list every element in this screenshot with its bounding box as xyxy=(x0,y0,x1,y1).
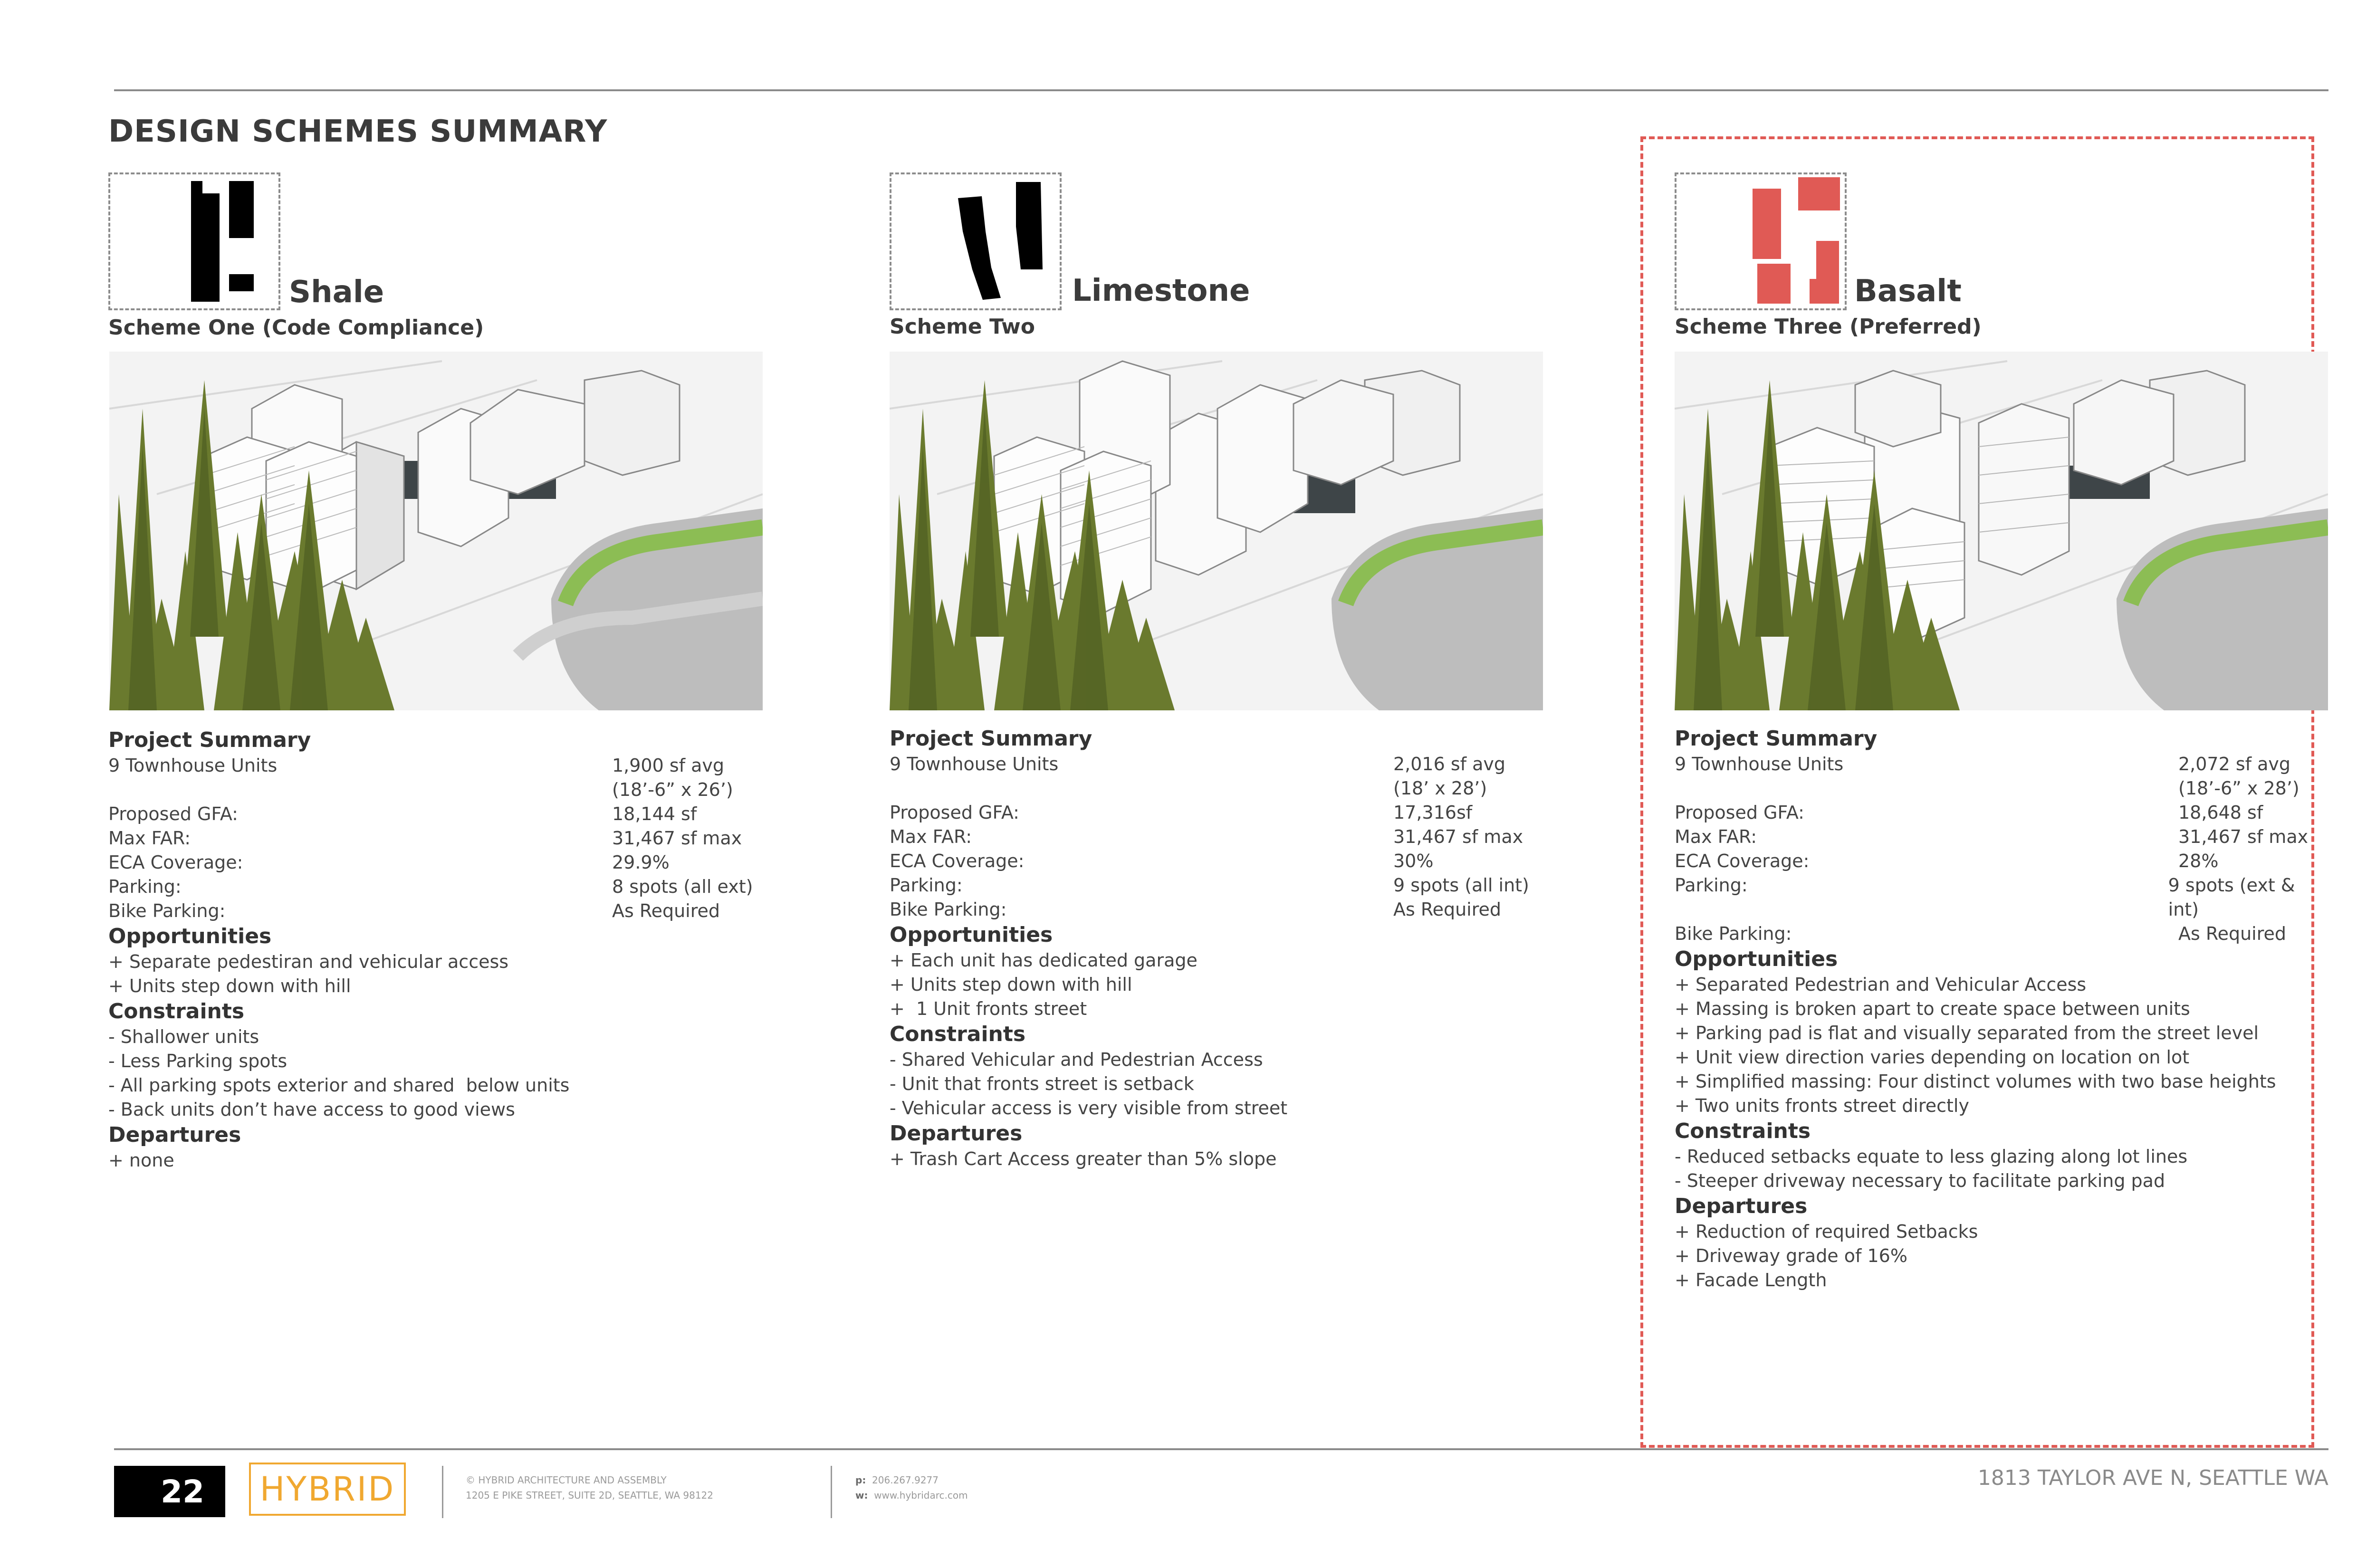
summary-row xyxy=(1675,776,2328,801)
summary-label: Max FAR: xyxy=(1675,826,1757,847)
summary-value: 29.9% xyxy=(612,852,670,873)
departures-heading: Departures xyxy=(890,1121,1023,1146)
summary-label: Parking: xyxy=(890,875,963,896)
constraint-item: - Steeper driveway necessary to facilitate parking pad xyxy=(1675,1170,2165,1191)
summary-value: 2,016 sf avg xyxy=(1393,754,1506,774)
constraint-item: - Reduced setbacks equate to less glazing along lot lines xyxy=(1675,1146,2188,1167)
footer-copyright: © HYBRID ARCHITECTURE AND ASSEMBLY xyxy=(466,1474,667,1486)
summary-row xyxy=(890,801,1543,825)
summary-value: 9 spots (all int) xyxy=(1393,875,1529,896)
summary-row xyxy=(108,875,762,899)
summary-value: 28% xyxy=(2178,851,2219,871)
summary-row xyxy=(1675,922,2328,946)
summary-value: (18’ x 28’) xyxy=(1393,778,1487,799)
scheme-details xyxy=(1675,726,2328,1292)
constraint-item: - Less Parking spots xyxy=(108,1051,287,1071)
footer-office-address: 1205 E PIKE STREET, SUITE 2D, SEATTLE, WA 98122 xyxy=(466,1490,713,1501)
opportunity-item: + Massing is broken apart to create space between units xyxy=(1675,998,2190,1019)
constraint-item: - Unit that fronts street is setback xyxy=(890,1073,1194,1094)
summary-row xyxy=(1675,825,2328,849)
project-summary-heading: Project Summary xyxy=(108,728,311,752)
summary-label: ECA Coverage: xyxy=(108,852,243,873)
scheme-subtitle: Scheme One (Code Compliance) xyxy=(108,316,484,340)
constraint-item: - Back units don’t have access to good views xyxy=(108,1099,515,1120)
summary-value: 30% xyxy=(1393,851,1434,871)
summary-label xyxy=(1675,776,2178,801)
massing-diagram-basalt-icon xyxy=(1677,174,1845,308)
summary-row xyxy=(1675,752,2328,776)
scheme-name: Shale xyxy=(289,275,384,310)
summary-row xyxy=(108,754,762,778)
massing-box xyxy=(108,172,280,310)
constraints-heading: Constraints xyxy=(108,999,245,1023)
summary-value: 9 spots (ext & int) xyxy=(2168,875,2295,920)
summary-row xyxy=(1675,849,2328,873)
summary-label: 9 Townhouse Units xyxy=(108,755,278,776)
hybrid-logo: HYBRID xyxy=(249,1463,406,1516)
summary-label: Bike Parking: xyxy=(1675,923,1792,944)
footer-phone-label: p: xyxy=(855,1474,866,1486)
scheme-details xyxy=(108,727,762,1173)
constraint-item: - Shared Vehicular and Pedestrian Access xyxy=(890,1049,1263,1070)
summary-label xyxy=(890,776,1393,801)
summary-label: Proposed GFA: xyxy=(890,802,1019,823)
summary-value: As Required xyxy=(2178,923,2286,944)
constraints-heading: Constraints xyxy=(890,1022,1026,1046)
scheme-column-basalt xyxy=(1675,0,2340,1568)
summary-value: 1,900 sf avg xyxy=(612,755,725,776)
summary-label: Parking: xyxy=(1675,875,1748,896)
departure-item: + Facade Length xyxy=(1675,1270,1827,1291)
summary-row xyxy=(108,826,762,851)
departure-item: + Driveway grade of 16% xyxy=(1675,1245,1907,1266)
departure-item: + Trash Cart Access greater than 5% slope xyxy=(890,1148,1277,1169)
summary-row xyxy=(1675,801,2328,825)
summary-row xyxy=(890,776,1543,801)
summary-label: Max FAR: xyxy=(890,826,972,847)
summary-label: Parking: xyxy=(108,876,182,897)
summary-value: 18,648 sf xyxy=(2178,802,2263,823)
constraint-item: - Vehicular access is very visible from street xyxy=(890,1098,1288,1119)
summary-row xyxy=(890,825,1543,849)
constraint-item: - All parking spots exterior and shared below units xyxy=(108,1075,570,1096)
scheme-subtitle: Scheme Two xyxy=(890,315,1035,339)
opportunity-item: + Unit view direction varies depending on location on lot xyxy=(1675,1047,2190,1068)
summary-row xyxy=(890,752,1543,776)
opportunity-item: + Two units fronts street directly xyxy=(1675,1095,1969,1116)
summary-value: As Required xyxy=(612,900,720,921)
summary-label: ECA Coverage: xyxy=(1675,851,1810,871)
scheme-details xyxy=(890,726,1543,1171)
massing-diagram-limestone-icon xyxy=(891,174,1060,308)
summary-row xyxy=(108,899,762,923)
summary-label: Proposed GFA: xyxy=(108,803,238,824)
opportunities-heading: Opportunities xyxy=(108,924,272,948)
summary-label: 9 Townhouse Units xyxy=(1675,754,1844,774)
summary-value: 17,316sf xyxy=(1393,802,1473,823)
scheme-column-shale xyxy=(108,0,774,1568)
project-address: 1813 TAYLOR AVE N, SEATTLE WA xyxy=(1977,1466,2328,1490)
summary-row xyxy=(890,873,1543,898)
summary-label: ECA Coverage: xyxy=(890,851,1025,871)
aerial-render-shale-icon xyxy=(109,352,763,710)
opportunity-item: + Separated Pedestrian and Vehicular Access xyxy=(1675,974,2087,995)
opportunity-item: + Separate pedestiran and vehicular access xyxy=(108,951,509,972)
summary-row xyxy=(108,851,762,875)
opportunity-item: + 1 Unit fronts street xyxy=(890,998,1087,1019)
summary-value: 18,144 sf xyxy=(612,803,697,824)
aerial-render-limestone-icon xyxy=(890,352,1543,710)
departure-item: + none xyxy=(108,1150,174,1171)
summary-label xyxy=(108,778,612,802)
scheme-column-limestone xyxy=(890,0,1555,1568)
summary-value: 2,072 sf avg xyxy=(2178,754,2291,774)
footer-web xyxy=(855,1488,968,1502)
footer-divider xyxy=(442,1466,443,1518)
footer-divider xyxy=(831,1466,832,1518)
opportunity-item: + Parking pad is flat and visually separated from the street level xyxy=(1675,1023,2259,1043)
summary-label: 9 Townhouse Units xyxy=(890,754,1059,774)
massing-box xyxy=(890,172,1062,310)
page-title: DESIGN SCHEMES SUMMARY xyxy=(108,114,608,149)
scheme-name: Basalt xyxy=(1854,274,1962,309)
footer-phone-number: 206.267.9277 xyxy=(872,1474,939,1486)
summary-value: (18’-6” x 26’) xyxy=(612,779,733,800)
aerial-render-basalt-icon xyxy=(1675,352,2328,710)
opportunities-heading: Opportunities xyxy=(890,923,1053,947)
summary-label: Bike Parking: xyxy=(108,900,226,921)
summary-row xyxy=(1675,873,2328,922)
summary-row xyxy=(108,802,762,826)
summary-label: Proposed GFA: xyxy=(1675,802,1804,823)
opportunity-item: + Each unit has dedicated garage xyxy=(890,950,1198,971)
project-summary-heading: Project Summary xyxy=(890,727,1092,751)
scheme-name: Limestone xyxy=(1072,273,1250,308)
summary-row xyxy=(108,778,762,802)
summary-value: 31,467 sf max xyxy=(2178,826,2309,847)
summary-label: Bike Parking: xyxy=(890,899,1007,920)
footer-phone xyxy=(855,1473,939,1487)
constraints-heading: Constraints xyxy=(1675,1119,1811,1143)
footer-rule xyxy=(114,1448,2328,1450)
footer-web-label: w: xyxy=(855,1490,868,1501)
summary-value: 8 spots (all ext) xyxy=(612,876,753,897)
footer-web-link[interactable]: www.hybridarc.com xyxy=(874,1490,968,1501)
opportunity-item: + Units step down with hill xyxy=(890,974,1132,995)
departures-heading: Departures xyxy=(1675,1194,1808,1218)
opportunities-heading: Opportunities xyxy=(1675,947,1838,971)
summary-value: (18’-6” x 28’) xyxy=(2178,778,2299,799)
constraint-item: - Shallower units xyxy=(108,1026,259,1047)
departures-heading: Departures xyxy=(108,1123,241,1147)
summary-value: 31,467 sf max xyxy=(1393,826,1523,847)
opportunity-item: + Units step down with hill xyxy=(108,975,351,996)
summary-row xyxy=(890,898,1543,922)
scheme-subtitle: Scheme Three (Preferred) xyxy=(1675,315,1982,339)
summary-row xyxy=(890,849,1543,873)
departure-item: + Reduction of required Setbacks xyxy=(1675,1221,1978,1242)
opportunity-item: + Simplified massing: Four distinct volumes with two base heights xyxy=(1675,1071,2276,1092)
massing-diagram-shale-icon xyxy=(110,174,278,308)
summary-value: 31,467 sf max xyxy=(612,828,742,849)
page-number: 22 xyxy=(114,1466,225,1517)
summary-label: Max FAR: xyxy=(108,828,191,849)
massing-box xyxy=(1675,172,1847,310)
summary-value: As Required xyxy=(1393,899,1501,920)
project-summary-heading: Project Summary xyxy=(1675,727,1878,751)
